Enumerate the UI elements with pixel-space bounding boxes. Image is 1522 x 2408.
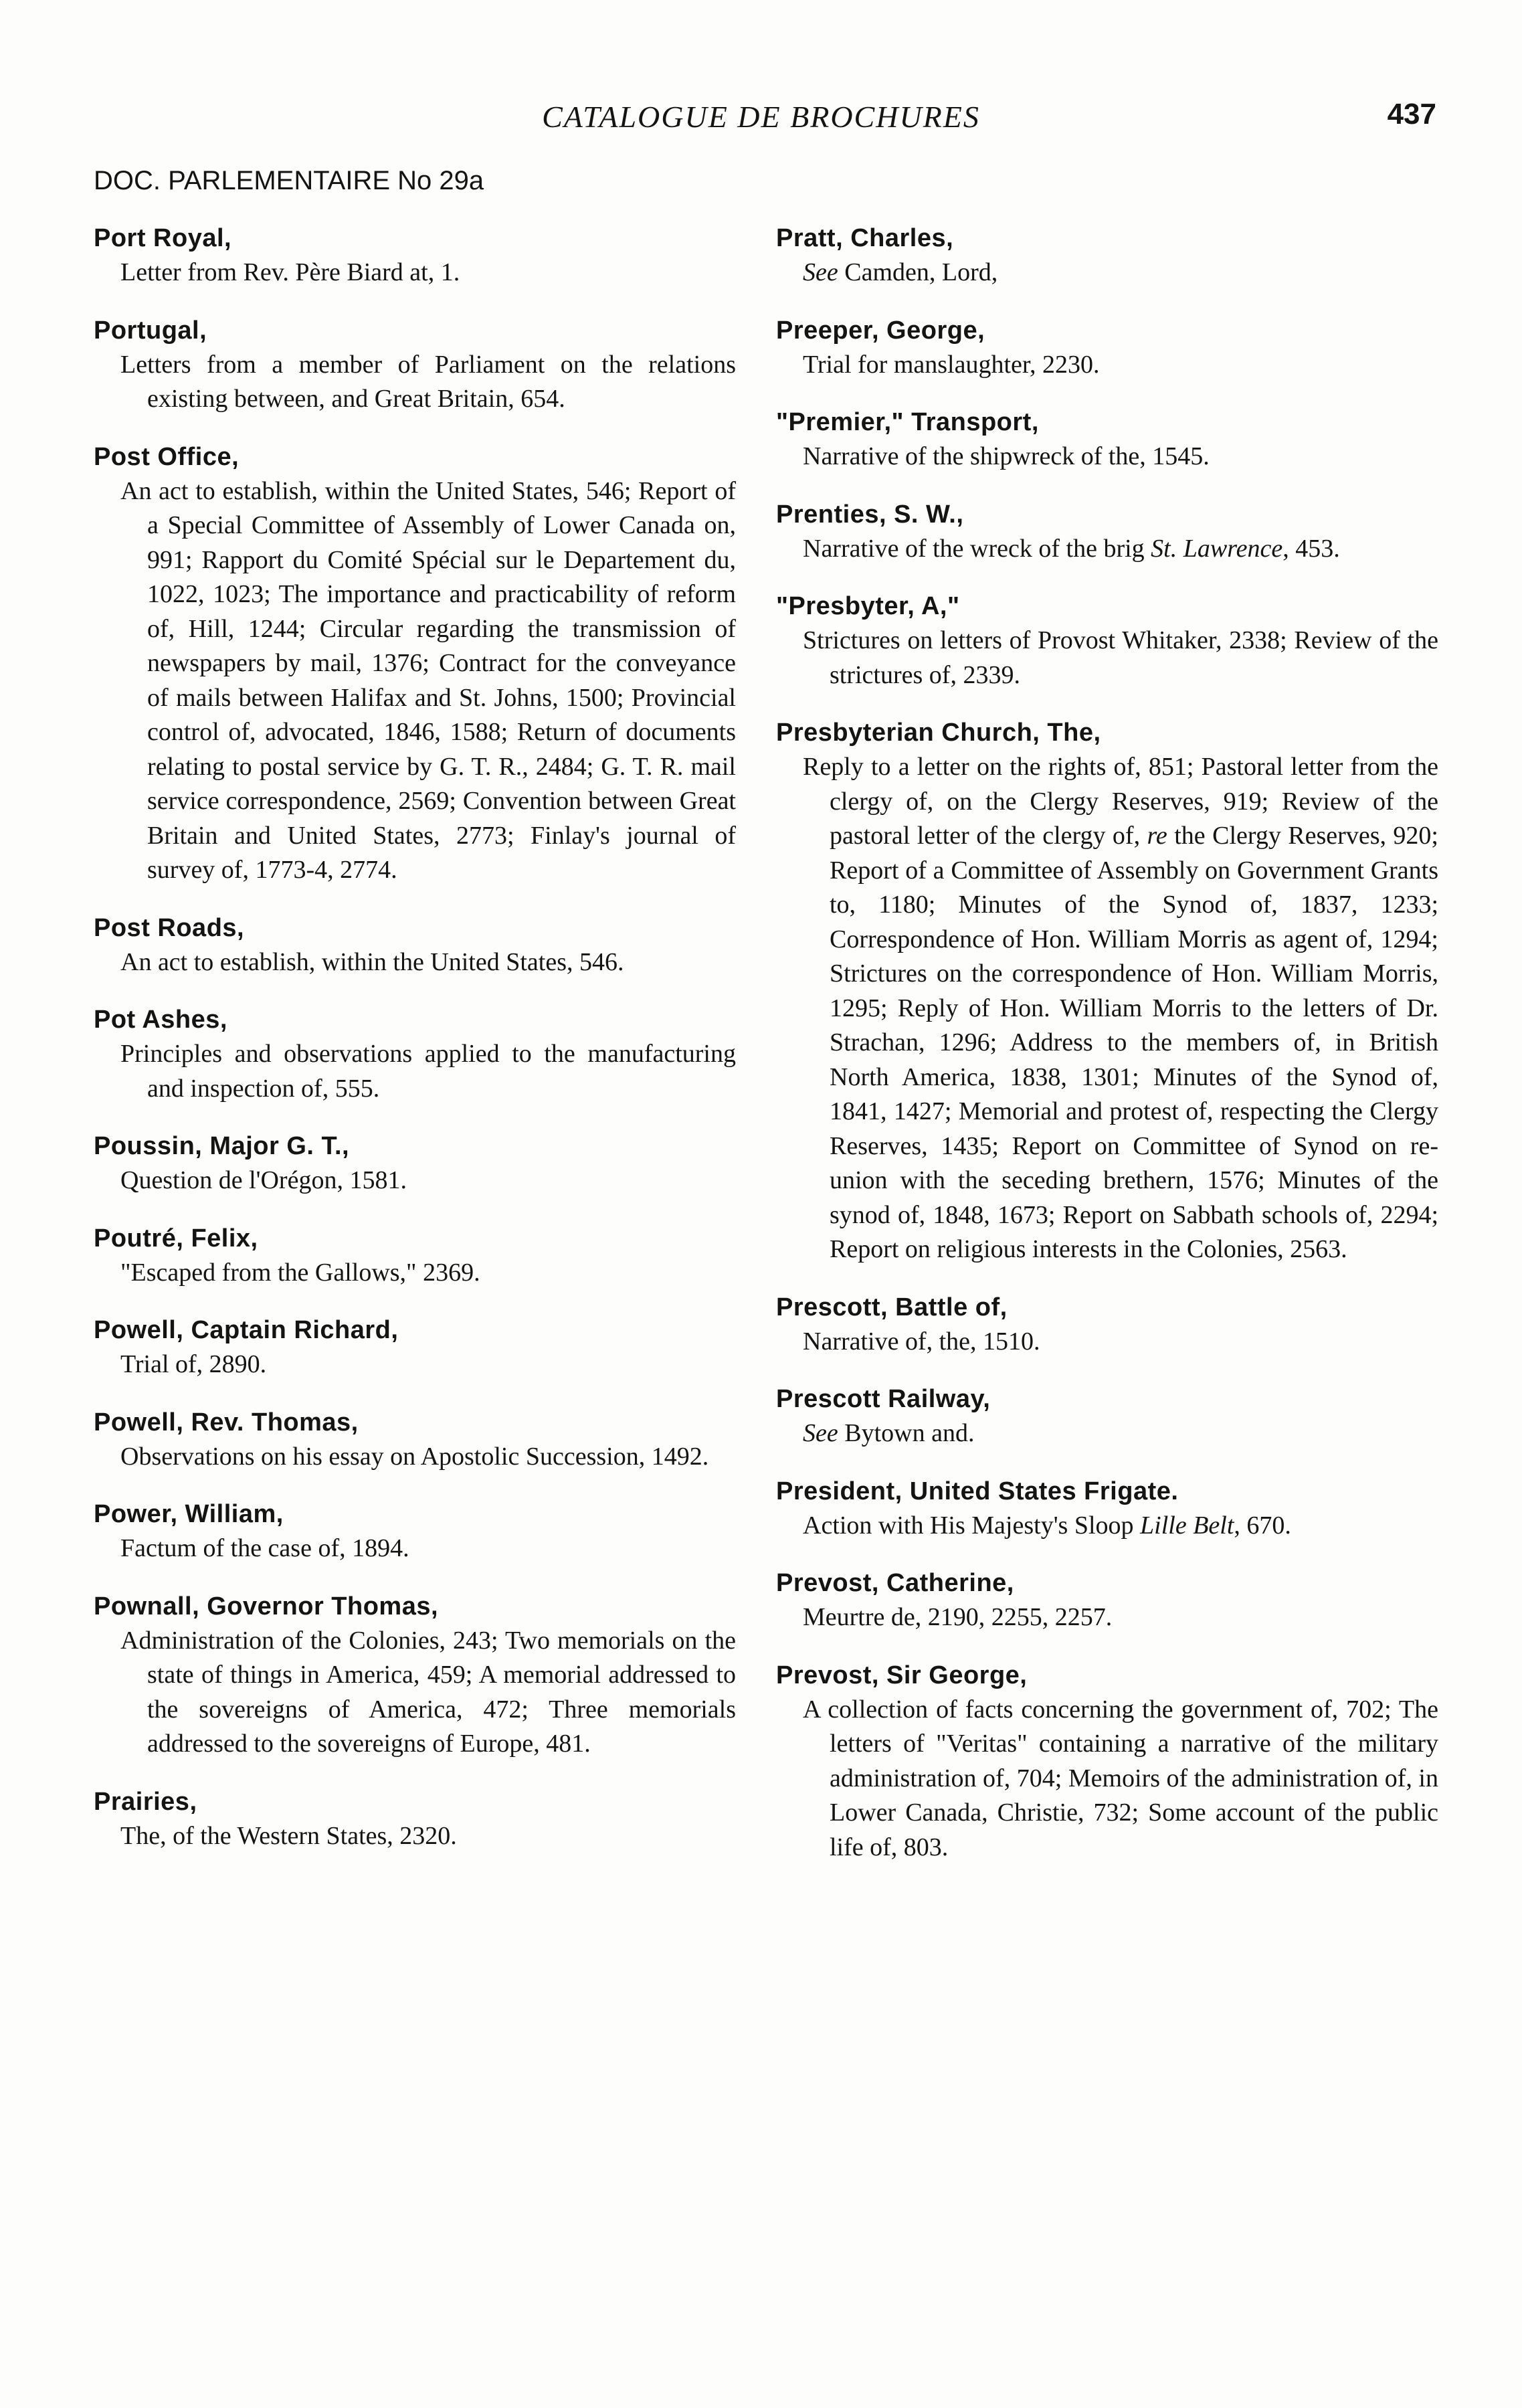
entry-body-text: Action with His Majesty's Sloop: [803, 1511, 1141, 1540]
index-entry: [776, 405, 1438, 474]
entry-body-italic: St. Lawrence: [1151, 534, 1283, 563]
entry-body: [776, 624, 1438, 692]
entry-body-text: Narrative of the wreck of the brig: [803, 534, 1151, 563]
entry-body: [776, 1416, 1438, 1451]
entry-body-text: , 670.: [1234, 1511, 1291, 1540]
entry-body: [776, 750, 1438, 1267]
entry-body-italic: See: [803, 1419, 838, 1447]
entry-body: [776, 1600, 1438, 1635]
entry-heading: "Premier," Transport,: [776, 408, 1039, 436]
index-entry: [776, 221, 1438, 290]
entry-body: An act to establish, within the United States, 546.: [120, 947, 624, 976]
entry-heading: Powell, Rev. Thomas,: [94, 1408, 359, 1437]
entry-heading: Prescott, Battle of,: [776, 1293, 1008, 1321]
entry-body-text: A collection of facts concerning the government of, 702; The letters of "Veritas" containing a narrative of the military administration of, 704; Memoirs of the administration of, in Lower Canada, Christie, 732; Some account of the public life of, 803.: [803, 1695, 1438, 1861]
index-entry: [94, 1313, 736, 1382]
index-entry: [776, 1382, 1438, 1451]
entry-body-text: Meurtre de, 2190, 2255, 2257.: [803, 1603, 1113, 1631]
entry-body: "Escaped from the Gallows," 2369.: [120, 1258, 480, 1287]
entry-heading: Poussin, Major G. T.,: [94, 1132, 350, 1160]
entry-body: Trial of, 2890.: [120, 1350, 267, 1378]
entry-heading: Pownall, Governor Thomas,: [94, 1592, 439, 1620]
index-entry: [94, 1129, 736, 1198]
entry-body-text: Trial for manslaughter, 2230.: [803, 350, 1100, 379]
index-entry: [776, 1474, 1438, 1544]
entry-heading: Prairies,: [94, 1787, 197, 1816]
index-entry: [94, 1784, 736, 1854]
entry-body-text: Camden, Lord,: [838, 258, 998, 286]
entry-body: Letter from Rev. Père Biard at, 1.: [120, 258, 460, 286]
index-entry: [94, 1221, 736, 1291]
entry-body: An act to establish, within the United States, 546; Report of a Special Committee of Assembly of Lower Canada on, 991; Rapport du Comité Spécial sur le Departement du, 1022, 1023; The importance and practicability of reform of, Hill, 1244; Circular regarding the transmission of newspapers by mail, 1376; Contract for the conveyance of mails between Halifax and St. Johns, 1500; Provincial control of, advocated, 1846, 1588; Return of documents relating to postal service by G. T. R., 2484; G. T. R. mail service correspondence, 2569; Convention between Great Britain and United States, 2773; Finlay's journal of survey of, 1773-4, 2774.: [120, 476, 736, 884]
index-entry: [94, 1497, 736, 1566]
entry-heading: Pratt, Charles,: [776, 224, 954, 252]
entry-heading: Power, William,: [94, 1500, 284, 1528]
index-entry: [776, 715, 1438, 1267]
entry-heading: Poutré, Felix,: [94, 1224, 258, 1253]
entry-heading: Prenties, S. W.,: [776, 500, 964, 529]
entry-body: Letters from a member of Parliament on the relations existing between, and Great Britain, 654.: [120, 350, 736, 413]
index-entry: [776, 313, 1438, 383]
entry-body: [776, 256, 1438, 290]
entry-body: [776, 440, 1438, 474]
entry-heading: "Presbyter, A,": [776, 592, 960, 620]
entry-body-text: Narrative of the shipwreck of the, 1545.: [803, 442, 1210, 470]
index-entry: [776, 1566, 1438, 1635]
entry-heading: Post Roads,: [94, 913, 245, 942]
entry-body: Principles and observations applied to the manufacturing and inspection of, 555.: [120, 1040, 736, 1103]
entry-heading: Powell, Captain Richard,: [94, 1316, 399, 1344]
entry-body-italic: re: [1147, 822, 1167, 850]
entry-heading: Prevost, Sir George,: [776, 1661, 1028, 1689]
entry-heading: Post Office,: [94, 442, 240, 471]
entry-heading: Port Royal,: [94, 224, 232, 252]
entry-body-text: Reply to a letter on the rights of, 851; Pastoral letter from the clergy of, on the Clergy Reserves, 919; Review of the pastoral letter of the clergy of,: [803, 753, 1438, 850]
doc-label: DOC. PARLEMENTAIRE No 29a: [94, 166, 484, 195]
entry-heading: Preeper, George,: [776, 316, 985, 345]
entry-heading: Portugal,: [94, 316, 207, 345]
entry-body-text: the Clergy Reserves, 920; Report of a Committee of Assembly on Government Grants to, 1180; Minutes of the Synod of, 1837, 1233; Correspondence of Hon. William Morris as agent of, 1294; Strictures on the correspondence of Hon. William Morris, 1295; Reply of Hon. William Morris to the letters of Dr. Strachan, 1296; Address to the members of, in British North America, 1838, 1301; Minutes of the Synod of, 1841, 1427; Memorial and protest of, respecting the Clergy Reserves, 1435; Report on Committee of Synod on re-union with the seceding brethern, 1576; Minutes of the synod of, 1848, 1673; Report on Sabbath schools of, 2294; Report on religious interests in the Colonies, 2563.: [830, 822, 1438, 1263]
entry-body: [776, 532, 1438, 567]
entry-body: [776, 1509, 1438, 1544]
index-entry: [776, 589, 1438, 692]
entry-body: The, of the Western States, 2320.: [120, 1821, 457, 1850]
index-entry: [94, 1589, 736, 1762]
entry-heading: Pot Ashes,: [94, 1006, 227, 1034]
entry-body: [776, 348, 1438, 383]
entry-heading: President, United States Frigate.: [776, 1477, 1179, 1505]
entry-heading: Prescott Railway,: [776, 1385, 991, 1413]
entry-heading: Prevost, Catherine,: [776, 1569, 1014, 1597]
index-entry: [94, 1002, 736, 1106]
entry-body: Question de l'Orégon, 1581.: [120, 1166, 407, 1194]
entry-body: Observations on his essay on Apostolic Succession, 1492.: [120, 1442, 709, 1471]
index-entry: [94, 440, 736, 888]
entry-body-italic: Lille Belt: [1140, 1511, 1234, 1540]
entry-body-italic: See: [803, 258, 838, 286]
entry-body-text: Bytown and.: [838, 1419, 975, 1447]
entry-body: Administration of the Colonies, 243; Two memorials on the state of things in America, 459; A memorial addressed to the sovereigns of America, 472; Three memorials addressed to the sovereigns of Europe, 481.: [120, 1626, 736, 1758]
left-column: [94, 221, 736, 1876]
index-entry: [776, 497, 1438, 567]
entry-heading: Presbyterian Church, The,: [776, 719, 1101, 747]
entry-body-text: , 453.: [1282, 534, 1340, 563]
index-entry: [94, 911, 736, 980]
running-title: CATALOGUE DE BROCHURES: [542, 100, 980, 134]
entry-body: [776, 1325, 1438, 1360]
entry-body: Factum of the case of, 1894.: [120, 1534, 409, 1562]
right-column: [776, 221, 1438, 1887]
index-entry: [776, 1290, 1438, 1360]
entry-body-text: Strictures on letters of Provost Whitaker, 2338; Review of the strictures of, 2339.: [803, 626, 1438, 689]
page-number: 437: [1387, 98, 1436, 130]
entry-body-text: Narrative of, the, 1510.: [803, 1327, 1040, 1356]
index-entry: [94, 313, 736, 417]
index-entry: [776, 1658, 1438, 1865]
index-entry: [94, 221, 736, 290]
index-entry: [94, 1405, 736, 1475]
entry-body: [776, 1693, 1438, 1865]
